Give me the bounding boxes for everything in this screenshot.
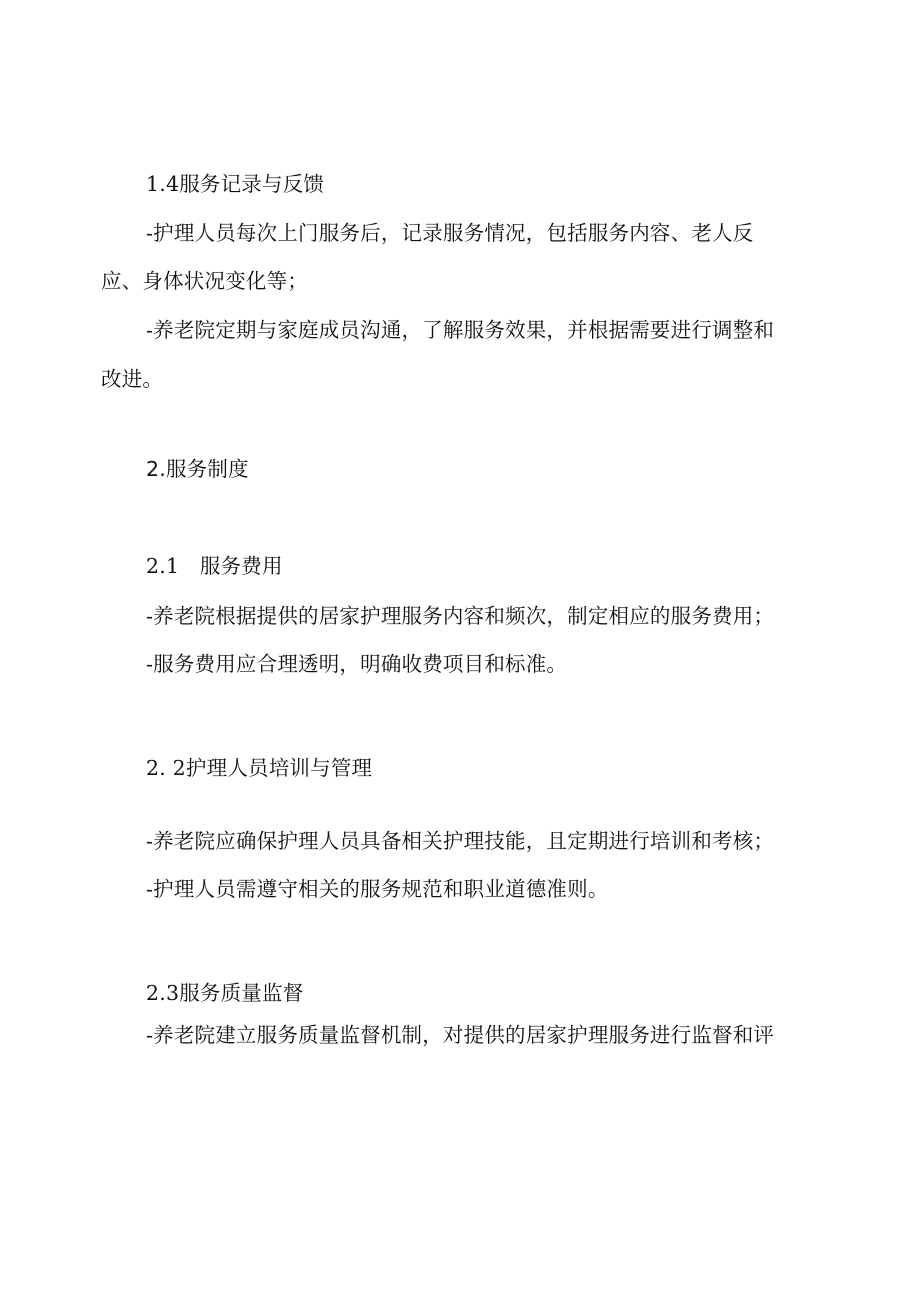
section-1-4-para-1-line-1: -护理人员每次上门服务后，记录服务情况，包括服务内容、老人反 (146, 221, 754, 245)
section-2-1-heading: 2.1 服务费用 (146, 554, 283, 578)
section-2-3-para-1-line-1: -养老院建立服务质量监督机制，对提供的居家护理服务进行监督和评 (146, 1023, 775, 1047)
section-1-4-para-2-line-1: -养老院定期与家庭成员沟通，了解服务效果，并根据需要进行调整和 (146, 318, 775, 342)
section-2-heading: 2.服务制度 (146, 457, 249, 481)
section-1-4-para-1-line-2: 应、身体状况变化等； (101, 269, 308, 293)
section-2-1-para-2: -服务费用应合理透明，明确收费项目和标准。 (146, 652, 568, 676)
section-2-1-para-1: -养老院根据提供的居家护理服务内容和频次，制定相应的服务费用； (146, 604, 775, 628)
section-2-2-heading: 2. 2护理人员培训与管理 (146, 756, 373, 780)
section-1-4-heading: 1.4服务记录与反馈 (146, 172, 325, 196)
section-2-2-para-1: -养老院应确保护理人员具备相关护理技能，且定期进行培训和考核； (146, 829, 775, 853)
section-1-4-para-2-line-2: 改进。 (101, 367, 164, 391)
section-2-3-heading: 2.3服务质量监督 (146, 981, 304, 1005)
section-2-2-para-2: -护理人员需遵守相关的服务规范和职业道德准则。 (146, 877, 609, 901)
